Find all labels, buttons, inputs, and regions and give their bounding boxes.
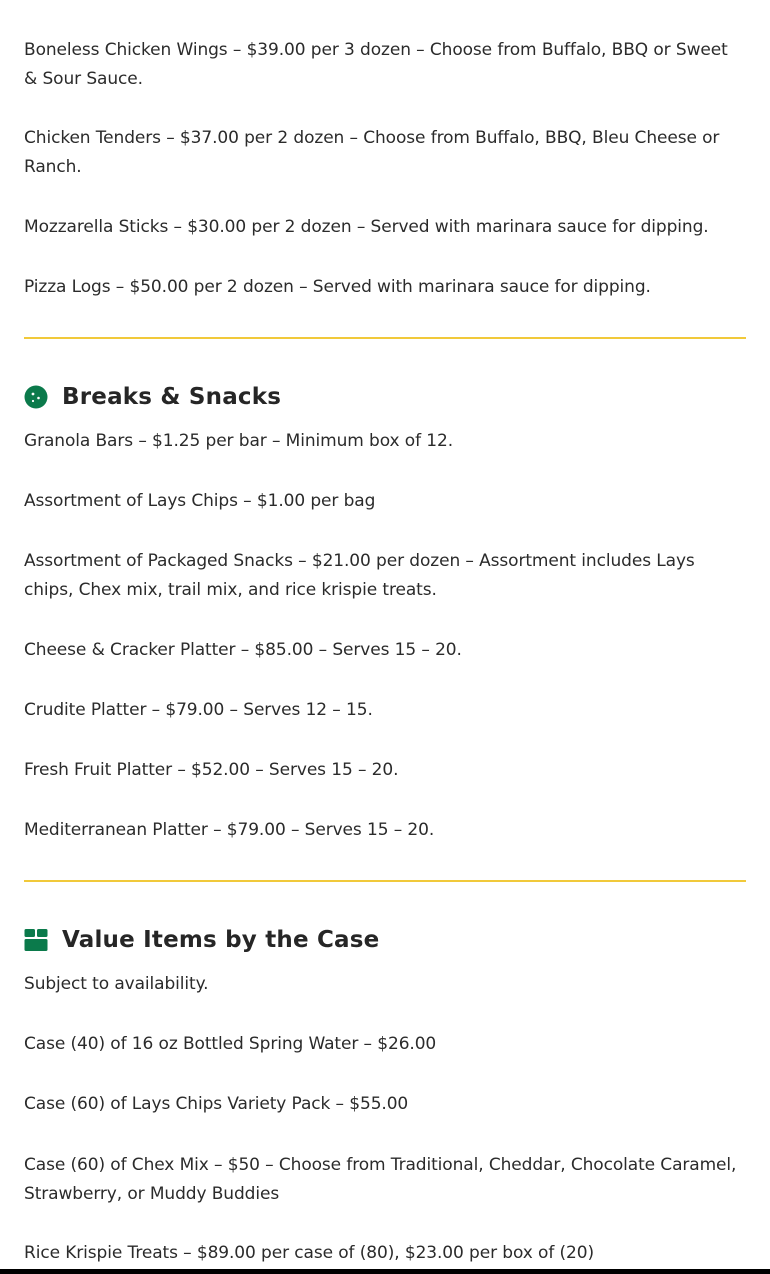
section-divider bbox=[24, 880, 746, 882]
cookie-icon bbox=[24, 385, 48, 409]
menu-item-cheese-cracker: Cheese & Cracker Platter – $85.00 – Serves 15 – 20. bbox=[24, 640, 462, 660]
availability-note: Subject to availability. bbox=[24, 974, 209, 994]
menu-item-spring-water: Case (40) of 16 oz Bottled Spring Water – $26.00 bbox=[24, 1034, 437, 1054]
menu-item-mozzarella-sticks: Mozzarella Sticks – $30.00 per 2 dozen – Served with marinara sauce for dipping. bbox=[24, 217, 709, 237]
section-title: Breaks & Snacks bbox=[62, 384, 282, 410]
menu-item-boneless-wings: Boneless Chicken Wings – $39.00 per 3 dozen – Choose from Buffalo, BBQ or Sweet & Sour Sauce. bbox=[24, 40, 728, 89]
menu-item-rice-krispie: Rice Krispie Treats – $89.00 per case of (80), $23.00 per box of (20) bbox=[24, 1243, 595, 1263]
menu-item-lays-chips: Assortment of Lays Chips – $1.00 per bag bbox=[24, 491, 376, 511]
section-divider bbox=[24, 337, 746, 339]
menu-item-pizza-logs: Pizza Logs – $50.00 per 2 dozen – Served with marinara sauce for dipping. bbox=[24, 277, 651, 297]
section-title: Value Items by the Case bbox=[62, 927, 380, 953]
menu-item-packaged-snacks: Assortment of Packaged Snacks – $21.00 per dozen – Assortment includes Lays chips, Chex mix, trail mix, and rice krispie treats. bbox=[24, 551, 695, 600]
menu-item-fruit-platter: Fresh Fruit Platter – $52.00 – Serves 15 – 20. bbox=[24, 760, 399, 780]
menu-item-mediterranean: Mediterranean Platter – $79.00 – Serves 15 – 20. bbox=[24, 820, 435, 840]
menu-item-chex-mix: Case (60) of Chex Mix – $50 – Choose from Traditional, Cheddar, Chocolate Caramel, Strawberry, or Muddy Buddies bbox=[24, 1155, 737, 1204]
section-heading-value bbox=[24, 923, 746, 957]
menu-item-granola-bars: Granola Bars – $1.25 per bar – Minimum box of 12. bbox=[24, 431, 453, 451]
viewport-bottom-edge bbox=[0, 1269, 770, 1274]
menu-item-crudite: Crudite Platter – $79.00 – Serves 12 – 15. bbox=[24, 700, 373, 720]
box-icon bbox=[24, 928, 48, 952]
section-heading-breaks bbox=[24, 380, 746, 414]
menu-item-lays-variety: Case (60) of Lays Chips Variety Pack – $55.00 bbox=[24, 1094, 409, 1114]
menu-item-chicken-tenders: Chicken Tenders – $37.00 per 2 dozen – Choose from Buffalo, BBQ, Bleu Cheese or Ranch. bbox=[24, 128, 720, 177]
